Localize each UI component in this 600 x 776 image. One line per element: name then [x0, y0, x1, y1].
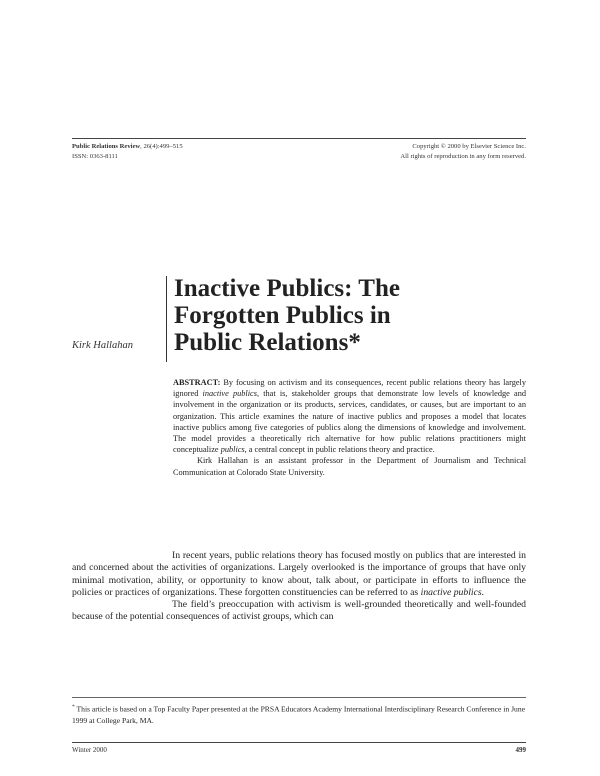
- footnote: * This article is based on a Top Faculty Paper presented at the PRSA Educators Academy International Interdisciplinary Research Conference in June 1999 at College Park, MA.: [72, 704, 526, 726]
- abstract: [173, 377, 526, 478]
- abstract-label: ABSTRACT:: [173, 378, 221, 387]
- title-rule: [166, 276, 167, 362]
- article-title: [174, 275, 400, 356]
- rights: All rights of reproduction in any form reserved.: [400, 153, 526, 160]
- journal-name: Public Relations Review: [72, 143, 141, 150]
- issue-label: Winter 2000: [72, 746, 107, 754]
- abstract-text: ABSTRACT: By focusing on activism and its consequences, recent public relations theory has largely ignored inactive publics, that is, stakeholder groups that demonstrate low levels of knowledge and involvement in the organization or its products, services, candidates, or causes, but are important to an organization. This article examines the nature of inactive publics and proposes a model that locates inactive publics among five categories of publics along the dimensions of knowledge and involvement. The model provides a theoretically rich alternative for how public relations practitioners might conceptualize publics, a central concept in public relations theory and practice.: [173, 378, 526, 455]
- issn: ISSN: 0363-8111: [72, 153, 118, 160]
- header-rule: [72, 138, 526, 139]
- paragraph: In recent years, public relations theory has focused mostly on publics that are interested in and concerned about the activities of organizations. Largely overlooked is the importance of groups that have only minimal motivation, ability, or opportunity to know about, talk about, or participate in efforts to influence the policies or practices of organizations. These forgotten constituencies can be referred to as inactive publics.: [72, 550, 526, 598]
- footer-rule: [72, 742, 526, 743]
- journal-volume: , 26(4):499–515: [140, 143, 183, 150]
- copyright-block: [400, 142, 526, 162]
- footnote-mark: *: [72, 704, 75, 710]
- paragraph: The field’s preoccupation with activism is well-grounded theoretically and well-founded because of the potential consequences of activist groups, which can: [72, 599, 526, 623]
- body-text: [72, 550, 526, 624]
- author-bio: Kirk Hallahan is an assistant professor in the Department of Journalism and Technical Communication at Colorado State University.: [173, 456, 526, 477]
- title-line: Inactive Publics: The: [174, 275, 400, 302]
- page-number: 499: [515, 746, 526, 754]
- title-line: Public Relations*: [174, 329, 361, 356]
- title-line: Forgotten Publics in: [174, 302, 391, 329]
- author-name: Kirk Hallahan: [72, 340, 133, 351]
- footnote-rule: [72, 697, 526, 698]
- journal-citation: [72, 142, 183, 162]
- copyright: Copyright © 2000 by Elsevier Science Inc.: [412, 143, 526, 150]
